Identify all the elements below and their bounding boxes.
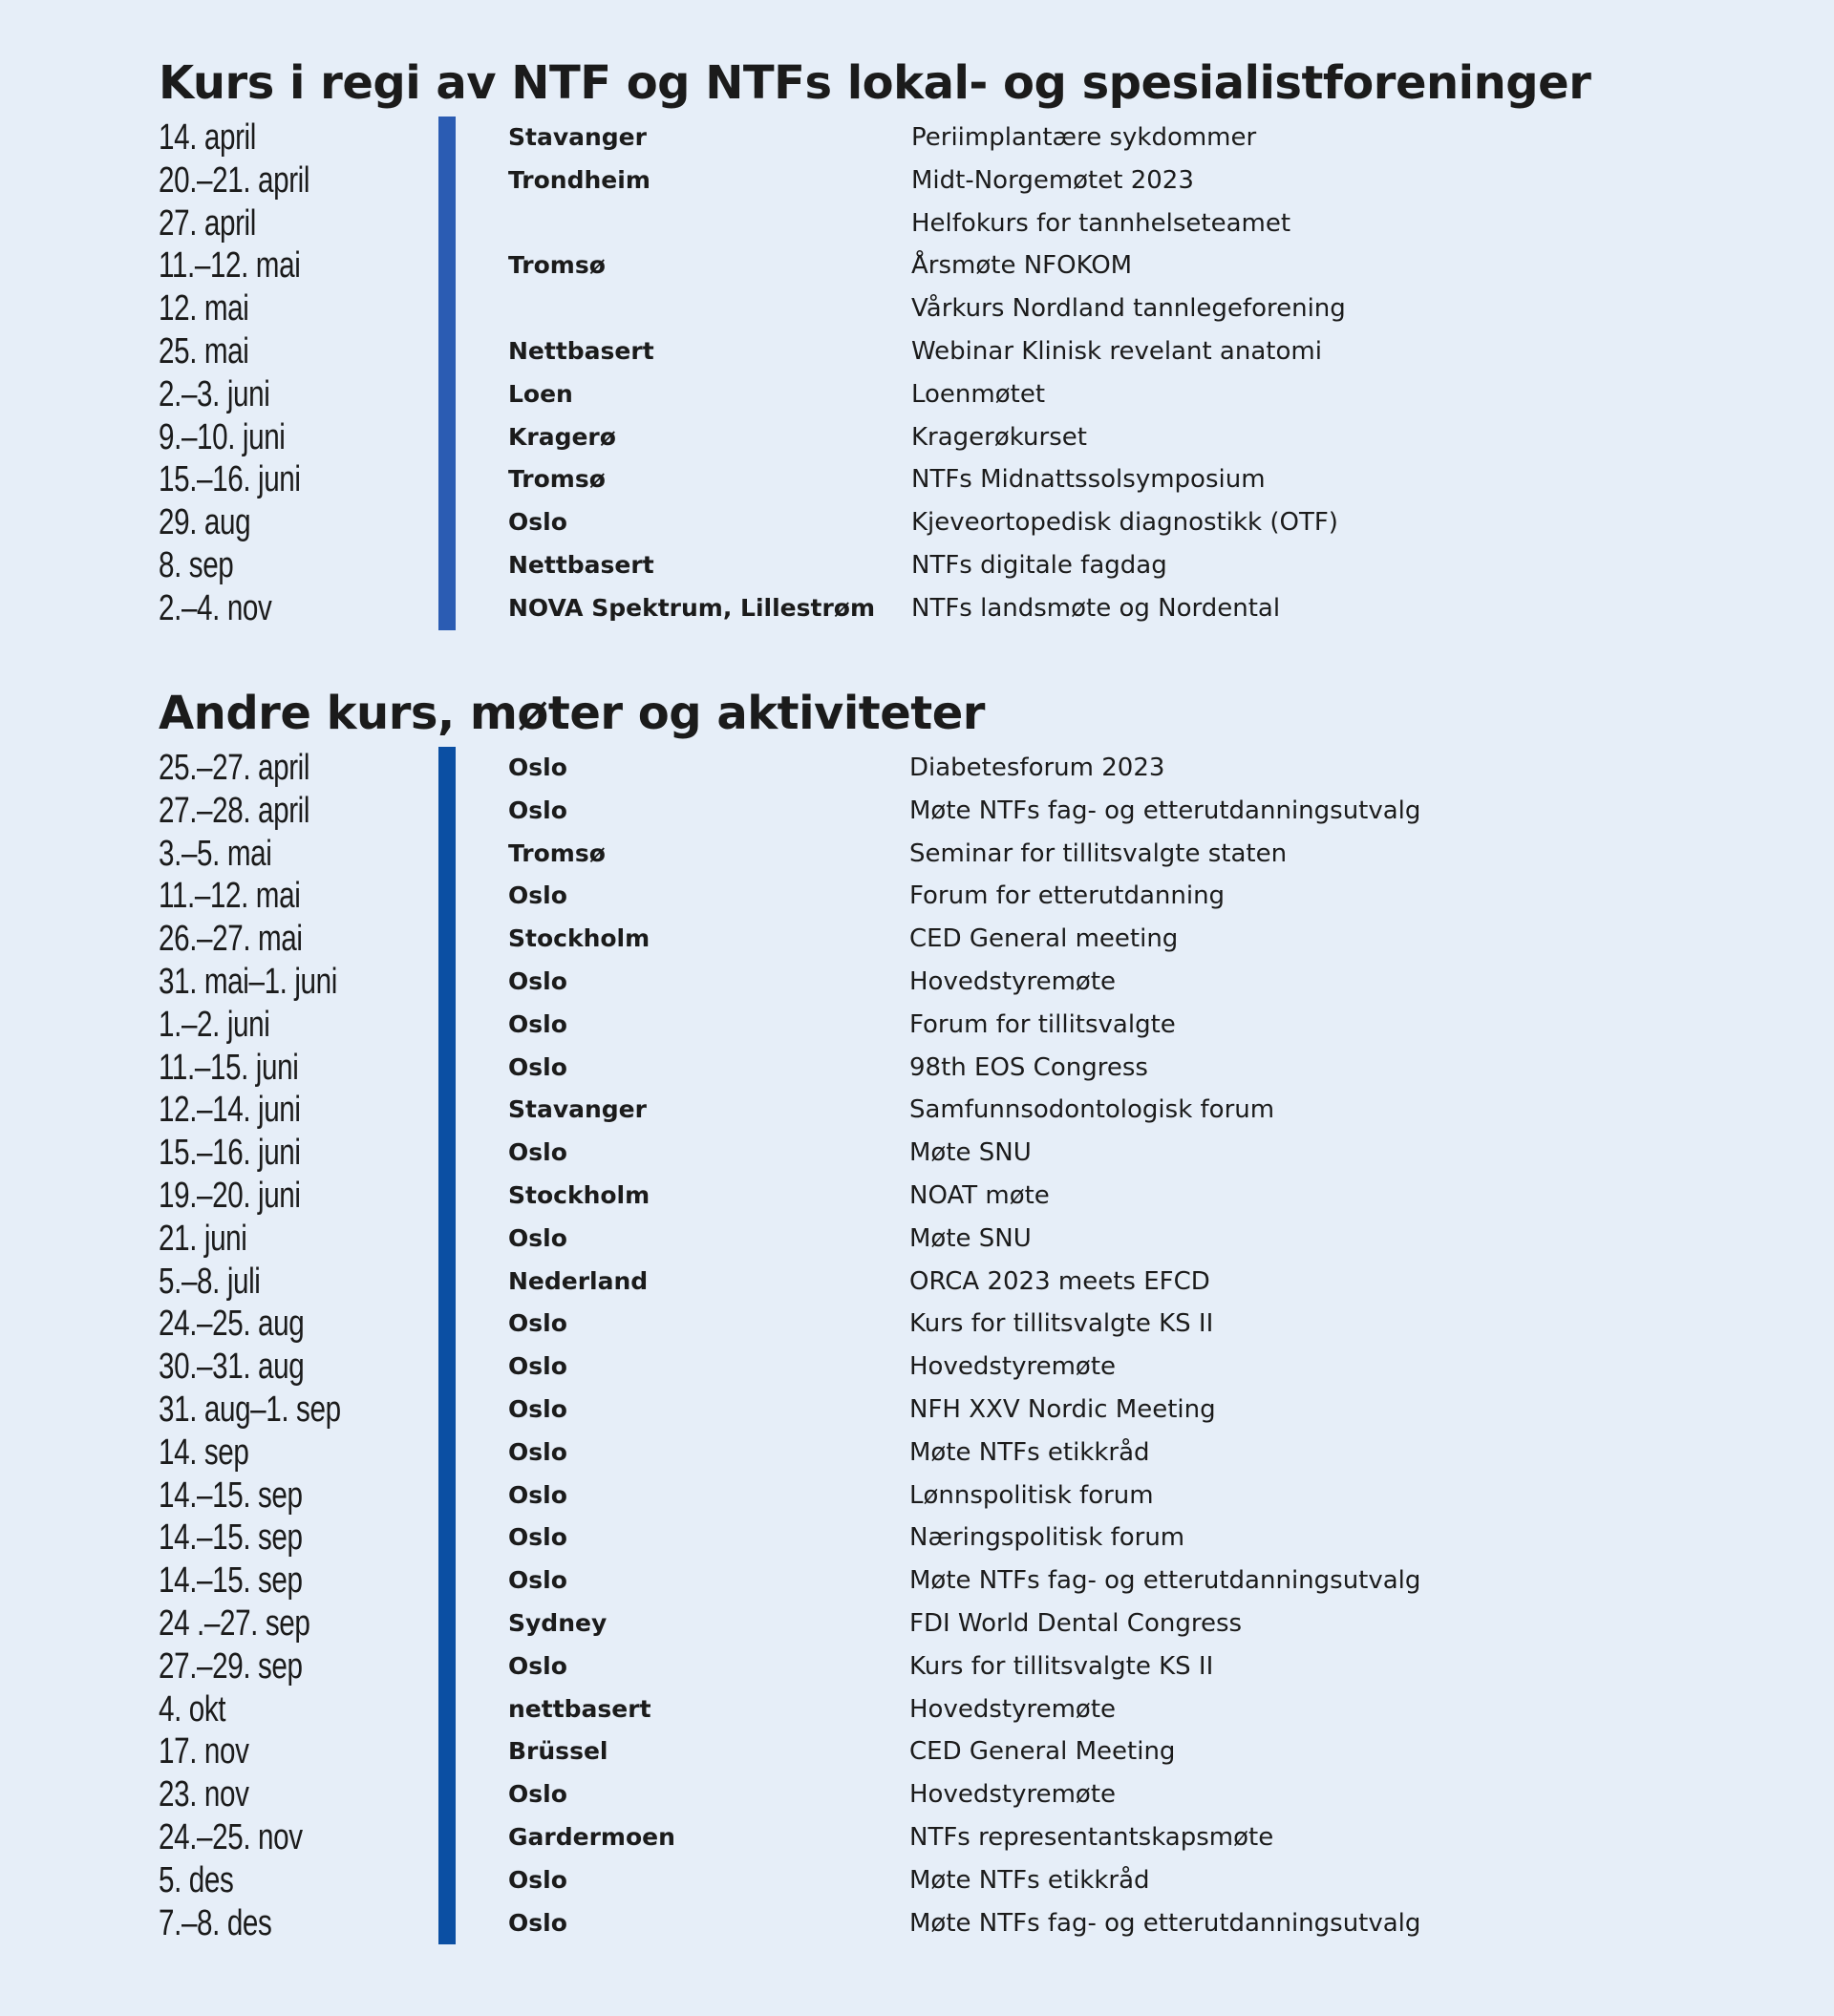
event-location: Oslo [508,1908,567,1937]
event-name: NOAT møte [909,1180,1050,1210]
event-name: FDI World Dental Congress [909,1608,1243,1638]
event-row [159,1218,1687,1261]
event-location: Tromsø [508,838,606,867]
event-date: 2.–4. nov [159,587,272,628]
event-row [159,961,1687,1004]
event-name: Kurs for tillitsvalgte KS II [909,1309,1214,1339]
event-row [159,875,1687,918]
event-date: 14.–15. sep [159,1560,303,1602]
event-location: Nederland [508,1266,649,1295]
event-row [159,1645,1687,1688]
event-name: Kjeveortopedisk diagnostikk (OTF) [911,508,1338,538]
event-location: Tromsø [508,251,606,280]
event-location: Nettbasert [508,336,654,365]
event-date: 26.–27. mai [159,919,303,960]
event-row [159,587,1687,630]
event-row [159,1902,1687,1945]
event-location: Oslo [508,966,567,995]
section-title: Kurs i regi av NTF og NTFs lokal- og spesialistforeninger [159,56,1591,110]
event-date: 15.–16. juni [159,1133,301,1174]
event-location: Stavanger [508,123,647,151]
event-name: Årsmøte NFOKOM [911,251,1133,281]
event-location: Sydney [508,1608,608,1637]
event-name: Hovedstyremøte [909,966,1117,996]
event-date: 27. april [159,202,256,244]
event-name: ORCA 2023 meets EFCD [909,1266,1210,1296]
ntf-courses-section [159,50,1687,630]
event-name: NTFs digitale fagdag [911,550,1167,580]
event-location: Oslo [508,1009,567,1038]
event-location: Loen [508,379,573,408]
event-date: 4. okt [159,1688,226,1730]
event-name: Helfokurs for tannhelseteamet [911,208,1291,238]
event-date: 25. mai [159,330,249,371]
event-date: 14. sep [159,1432,249,1473]
event-row [159,373,1687,416]
event-name: Kragerøkurset [911,422,1087,452]
event-row [159,1688,1687,1731]
event-date: 12. mai [159,288,249,329]
event-location: Nettbasert [508,550,654,579]
event-location: Trondheim [508,165,650,194]
other-activities-section [159,680,1687,1944]
event-row [159,1517,1687,1560]
event-name: NFH XXV Nordic Meeting [909,1394,1216,1424]
event-name: 98th EOS Congress [909,1052,1148,1082]
event-name: Loenmøtet [911,379,1046,409]
event-name: CED General meeting [909,924,1179,954]
event-date: 30.–31. aug [159,1347,305,1388]
event-location: Stavanger [508,1095,647,1124]
event-row [159,833,1687,876]
event-row [159,747,1687,790]
event-name: Møte SNU [909,1223,1032,1253]
event-location: Stockholm [508,924,650,953]
event-location: Tromsø [508,465,606,494]
event-row [159,1859,1687,1902]
event-date: 11.–12. mai [159,876,301,917]
event-name: Møte NTFs fag- og etterutdanningsutvalg [909,796,1421,825]
event-name: Samfunnsodontologisk forum [909,1095,1275,1125]
event-date: 15.–16. juni [159,459,301,500]
event-date: 3.–5. mai [159,833,272,874]
event-date: 23. nov [159,1774,249,1815]
event-date: 29. aug [159,502,251,543]
event-location: Oslo [508,508,567,537]
event-name: Møte SNU [909,1138,1032,1168]
event-location: Oslo [508,1138,567,1167]
event-row [159,1132,1687,1175]
event-row [159,1175,1687,1218]
event-date: 11.–15. juni [159,1047,299,1088]
event-date: 25.–27. april [159,748,310,788]
event-name: Hovedstyremøte [909,1694,1117,1724]
event-date: 5. des [159,1859,234,1900]
event-date: 11.–12. mai [159,245,301,286]
event-row [159,501,1687,544]
event-date: 1.–2. juni [159,1004,270,1045]
event-name: Seminar for tillitsvalgte staten [909,838,1288,868]
event-row [159,1389,1687,1432]
event-date: 9.–10. juni [159,416,286,457]
event-location: Oslo [508,1780,567,1809]
event-date: 20.–21. april [159,159,310,201]
event-row [159,244,1687,287]
event-name: Vårkurs Nordland tannlegeforening [911,294,1346,324]
event-name: Hovedstyremøte [909,1352,1117,1382]
section-title: Andre kurs, møter og aktiviteter [159,687,985,740]
event-row [159,1089,1687,1132]
event-date: 24.–25. nov [159,1816,303,1857]
event-row [159,416,1687,459]
event-date: 14. april [159,117,256,158]
event-row [159,1475,1687,1517]
event-name: Næringspolitisk forum [909,1523,1185,1553]
event-row [159,1602,1687,1645]
event-name: Lønnspolitisk forum [909,1480,1154,1510]
event-row [159,458,1687,501]
event-name: Forum for tillitsvalgte [909,1009,1176,1039]
event-location: Oslo [508,1437,567,1466]
event-date: 21. juni [159,1218,247,1259]
event-location: Oslo [508,753,567,781]
event-date: 19.–20. juni [159,1175,301,1216]
event-date: 12.–14. juni [159,1090,301,1131]
event-date: 17. nov [159,1731,249,1772]
event-location: Oslo [508,1052,567,1081]
event-date: 2.–3. juni [159,373,270,414]
event-date: 5.–8. juli [159,1261,261,1302]
event-name: Kurs for tillitsvalgte KS II [909,1651,1214,1681]
event-location: nettbasert [508,1694,651,1723]
event-date: 27.–29. sep [159,1645,303,1687]
event-location: Brüssel [508,1737,608,1766]
event-row [159,1816,1687,1859]
event-location: NOVA Spektrum, Lillestrøm [508,593,875,622]
event-name: Møte NTFs fag- og etterutdanningsutvalg [909,1566,1421,1596]
event-name: CED General Meeting [909,1737,1176,1767]
event-name: Møte NTFs etikkråd [909,1437,1150,1467]
event-date: 24.–25. aug [159,1304,305,1345]
event-name: Diabetesforum 2023 [909,753,1165,782]
event-name: Periimplantære sykdommer [911,123,1257,152]
event-name: Møte NTFs etikkråd [909,1865,1150,1895]
event-list [159,747,1687,1944]
event-name: NTFs landsmøte og Nordental [911,593,1281,623]
event-location: Stockholm [508,1180,650,1209]
event-location: Oslo [508,1352,567,1381]
event-date: 31. aug–1. sep [159,1389,341,1430]
event-name: Hovedstyremøte [909,1780,1117,1810]
event-name: Forum for etterutdanning [909,881,1226,911]
event-date: 8. sep [159,544,234,585]
event-location: Oslo [508,796,567,824]
event-row [159,1773,1687,1816]
event-row [159,790,1687,833]
event-row [159,1261,1687,1304]
event-location: Oslo [508,1394,567,1423]
event-list [159,117,1687,630]
event-row [159,918,1687,961]
event-row [159,330,1687,373]
event-location: Oslo [508,1865,567,1894]
event-row [159,117,1687,159]
event-date: 14.–15. sep [159,1475,303,1516]
event-name: NTFs representantskapsmøte [909,1822,1274,1852]
event-row [159,1560,1687,1602]
event-date: 7.–8. des [159,1902,272,1943]
event-row [159,1047,1687,1090]
event-location: Oslo [508,881,567,910]
event-location: Oslo [508,1566,567,1595]
event-name: Midt-Norgemøtet 2023 [911,165,1194,195]
event-location: Oslo [508,1223,567,1252]
event-row [159,1432,1687,1475]
event-date: 24 .–27. sep [159,1602,310,1644]
event-name: Webinar Klinisk revelant anatomi [911,336,1322,366]
event-row [159,202,1687,245]
event-name: NTFs Midnattssolsymposium [911,465,1266,495]
event-row [159,1346,1687,1389]
event-location: Oslo [508,1480,567,1509]
event-row [159,1303,1687,1346]
event-location: Kragerø [508,422,616,451]
event-date: 14.–15. sep [159,1517,303,1559]
event-name: Møte NTFs fag- og etterutdanningsutvalg [909,1908,1421,1938]
event-location: Oslo [508,1523,567,1552]
event-location: Gardermoen [508,1822,675,1851]
event-date: 31. mai–1. juni [159,961,337,1002]
event-location: Oslo [508,1651,567,1680]
event-row [159,1730,1687,1773]
event-date: 27.–28. april [159,790,310,831]
event-row [159,287,1687,330]
event-location: Oslo [508,1309,567,1338]
event-row [159,544,1687,587]
event-row [159,159,1687,202]
event-row [159,1004,1687,1047]
